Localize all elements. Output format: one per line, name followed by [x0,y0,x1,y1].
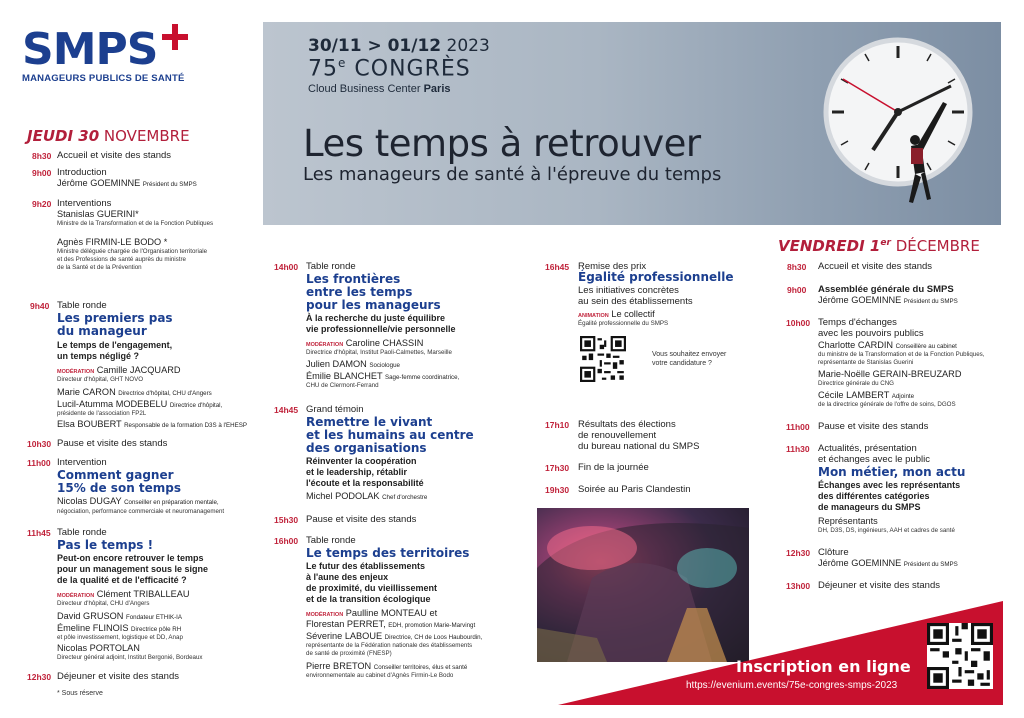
time-label: 12h30 [786,548,811,558]
session-title: Table ronde [57,527,107,538]
venue-photo [537,508,749,662]
session-name: et les humains au centre [306,428,474,442]
event-title: Les temps à retrouver [303,122,701,165]
session-subtitle: vie professionnelle/vie personnelle [306,324,456,334]
session-subtitle: et le leadership, rétablir [306,467,408,477]
time-label: 11h00 [786,422,810,432]
speaker: Marie CARON Directrice d'hôpital, CHU d'Angers [57,387,212,397]
speaker-role: du ministre de la Transformation et de la Fonction Publiques, [818,351,985,358]
congres-label: 75e CONGRÈS [308,56,471,82]
speaker: Nicolas DUGAY Conseiller en préparation mentale, [57,496,219,506]
session-name: Égalité professionnelle [578,270,734,284]
speaker-role: présidente de l'association FP2L [57,410,147,417]
session-title: du bureau national du SMPS [578,441,700,452]
time-label: 11h00 [27,458,51,468]
footnote: * Sous réserve [57,690,103,697]
session-subtitle: de proximité, du vieillissement [306,583,438,593]
speaker: David GRUSON Fondateur ETHIK-IA [57,611,182,621]
speaker-role: représentante de la Fédération nationale des établissements [306,642,473,649]
session-subtitle: pour un management sous le signe [57,564,209,574]
speaker: Représentants [818,516,878,526]
time-label: 12h30 [27,672,52,682]
speaker: Pierre BRETON Conseiller territoires, élus et santé [306,661,468,671]
cellar-illustration [537,508,749,662]
speaker: Julien DAMON Sociologue [306,359,400,369]
session-name: entre les temps [306,285,413,299]
time-label: 10h00 [786,318,811,328]
speaker: Michel PODOLAK Chef d'orchestre [306,491,428,501]
speaker: Émeline FLINOIS Directrice pôle RH [57,623,182,633]
day2-heading: VENDREDI 1er DÉCEMBRE [778,237,980,255]
session-title: Actualités, présentation [818,443,917,454]
speaker: Jérôme GOEMINNE Président du SMPS [818,295,958,305]
session-title: Accueil et visite des stands [818,261,933,272]
time-label: 9h20 [32,199,52,209]
session-title: Introduction [57,167,107,178]
session-title: Grand témoin [306,404,364,415]
moderator: Florestan PERRET, EDH, promotion Marie-Marvingt [306,619,476,629]
time-label: 14h45 [274,405,299,415]
session-title: Intervention [57,457,107,468]
time-label: 16h45 [545,262,570,272]
session-name: pour les manageurs [306,298,441,312]
session-name: Remettre le vivant [306,415,433,429]
session-subtitle: à l'aune des enjeux [306,572,389,582]
session-title: et échanges avec le public [818,454,930,465]
speaker-role: de santé de proximité (FNESP) [306,650,392,657]
session-subtitle: de manageurs du SMPS [818,502,921,512]
session-title: Remise des prix [578,261,647,272]
speaker-role: environnementale au cabinet d'Agnès Firmin-Le Bodo [306,672,454,679]
session-title: Assemblée générale du SMPS [818,284,954,295]
speaker-role: Directrice d'hôpital, Institut Paoli-Calmettes, Marseille [306,349,452,356]
time-label: 17h10 [545,420,570,430]
speaker: Elsa BOUBERT Responsable de la formation D3S à l'EHESP [57,419,248,429]
session-subtitle: au sein des établissements [578,296,693,307]
time-label: 14h00 [274,262,299,272]
session-subtitle: des différentes catégories [818,491,930,501]
speaker-role: Ministre de la Transformation et de la Fonction Publiques [57,220,214,227]
session-subtitle: Réinventer la coopération [306,456,417,466]
session-name: Pas le temps ! [57,538,154,552]
session-title: Clôture [818,547,849,558]
session-subtitle: un temps négligé ? [57,351,140,361]
session-name: du manageur [57,324,147,338]
speaker: Agnès FIRMIN-LE BODO * [57,237,168,247]
time-label: 9h00 [32,168,52,178]
time-label: 10h30 [27,439,52,449]
session-title: Fin de la journée [578,462,649,473]
session-subtitle: Les initiatives concrètes [578,285,679,296]
speaker-role: négociation, performance commerciale et neuromanagement [57,508,225,515]
speaker-role: représentante de Stanislas Guerini [818,359,914,366]
time-label: 16h00 [274,536,299,546]
session-subtitle: Échanges avec les représentants [818,480,961,490]
session-name: Le temps des territoires [306,546,470,560]
speaker: Stanislas GUERINI* [57,209,139,219]
speaker: Cécile LAMBERT Adjointe [818,390,915,400]
time-label: 17h30 [545,463,570,473]
session-title: Pause et visite des stands [306,514,417,525]
speaker: Jérôme GOEMINNE Président du SMPS [57,178,197,188]
time-label: 9h40 [30,301,50,311]
speaker-role: Directeur d'hôpital, CHU d'Angers [57,600,150,607]
session-name: Mon métier, mon actu [818,465,966,479]
speaker-role: Directrice générale du CNG [818,380,894,387]
registration-link[interactable]: https://evenium.events/75e-congres-smps-2023 [686,680,898,691]
session-title: Accueil et visite des stands [57,150,172,161]
event-dates: 30/11 > 01/12 2023 [308,36,490,56]
session-subtitle: À la recherche du juste équilibre [306,313,446,323]
time-label: 19h30 [545,485,570,495]
speaker-role: Directeur d'hôpital, GHT NOVO [57,376,144,383]
logo-tagline: MANAGEURS PUBLICS DE SANTÉ [22,73,185,84]
smps-logo [22,24,192,98]
session-title: Temps d'échanges [818,317,897,328]
cross-icon [160,22,190,52]
time-label: 15h30 [274,515,299,525]
speaker-role: CHU de Clermont-Ferrand [306,382,379,389]
session-title: Table ronde [306,535,356,546]
session-name: Comment gagner [57,468,174,482]
speaker-role: Directeur général adjoint, Institut Bergonié, Bordeaux [57,654,203,661]
speaker: Charlotte CARDIN Conseillère au cabinet [818,340,957,350]
speaker: Émilie BLANCHET Sage-femme coordinatrice, [306,371,460,381]
session-subtitle: de la qualité et de l'efficacité ? [57,575,187,585]
session-title: Résultats des élections [578,419,676,430]
speaker: Lucil-Atumma MODEBELU Directrice d'hôpital, [57,399,223,409]
hero-banner [263,22,1001,225]
moderator: MODÉRATION Caroline CHASSIN [306,338,424,348]
event-venue: Cloud Business Center Paris [308,83,451,95]
moderator: MODÉRATION Camille JACQUARD [57,365,181,375]
speaker: Marie-Noëlle GERAIN-BREUZARD [818,369,962,379]
time-label: 8h30 [787,262,807,272]
clock-illustration [803,32,993,222]
session-name: Les premiers pas [57,311,173,325]
speaker: Séverine LABOUE Directrice, CH de Loos Haubourdin, [306,631,483,641]
session-title: avec les pouvoirs publics [818,328,924,339]
animator: ANIMATION Le collectif [578,309,655,319]
registration-qr-code[interactable] [927,623,993,689]
time-label: 11h30 [786,444,810,454]
speaker-role: et pôle investissement, logistique et DD, Anap [57,634,183,641]
session-name: des organisations [306,441,427,455]
session-subtitle: Le futur des établissements [306,561,426,571]
session-title: Table ronde [57,300,107,311]
speaker-role: de la Santé et de la Prévention [57,264,142,271]
speaker-role: DH, D3S, DS, ingénieurs, AAH et cadres de santé [818,527,955,534]
time-label: 8h30 [32,151,52,161]
session-title: Pause et visite des stands [57,438,168,449]
time-label: 13h00 [786,581,811,591]
session-title: Soirée au Paris Clandestin [578,484,691,495]
registration-title: Inscription en ligne [736,657,911,676]
speaker: Jérôme GOEMINNE Président du SMPS [818,558,958,568]
speaker-role: et des Professions de santé auprès du ministre [57,256,186,263]
logo-wordmark: SMPS [22,24,158,75]
session-name: Les frontières [306,272,401,286]
session-title: Déjeuner et visite des stands [818,580,940,591]
session-title: Table ronde [306,261,356,272]
session-subtitle: et de la transition écologique [306,594,431,604]
moderator: MODÉRATION Clément TRIBALLEAU [57,589,190,599]
candidature-qr-code[interactable] [580,336,626,382]
session-title: Interventions [57,198,112,209]
speaker-role: de la directrice générale de l'offre de soins, DGOS [818,401,956,408]
session-title: Déjeuner et visite des stands [57,671,179,682]
qr-caption: Vous souhaitez envoyer votre candidature ? [652,351,727,367]
speaker: Nicolas PORTOLAN [57,643,140,653]
session-name: 15% de son temps [57,481,182,495]
day1-heading: JEUDI 30 NOVEMBRE [27,127,190,145]
session-title: Pause et visite des stands [818,421,929,432]
time-label: 9h00 [787,285,807,295]
session-subtitle: Le temps de l'engagement, [57,340,173,350]
session-title: de renouvellement [578,430,657,441]
speaker-role: Ministre déléguée chargée de l'Organisation territoriale [57,248,208,255]
time-label: 11h45 [27,528,51,538]
session-subtitle: l'écoute et la responsabilité [306,478,424,488]
speaker-role: Égalité professionnelle du SMPS [578,320,669,327]
session-subtitle: Peut-on encore retrouver le temps [57,553,204,563]
moderator: MODÉRATION Paulline MONTEAU et [306,608,438,618]
event-subtitle: Les manageurs de santé à l'épreuve du temps [303,164,722,185]
